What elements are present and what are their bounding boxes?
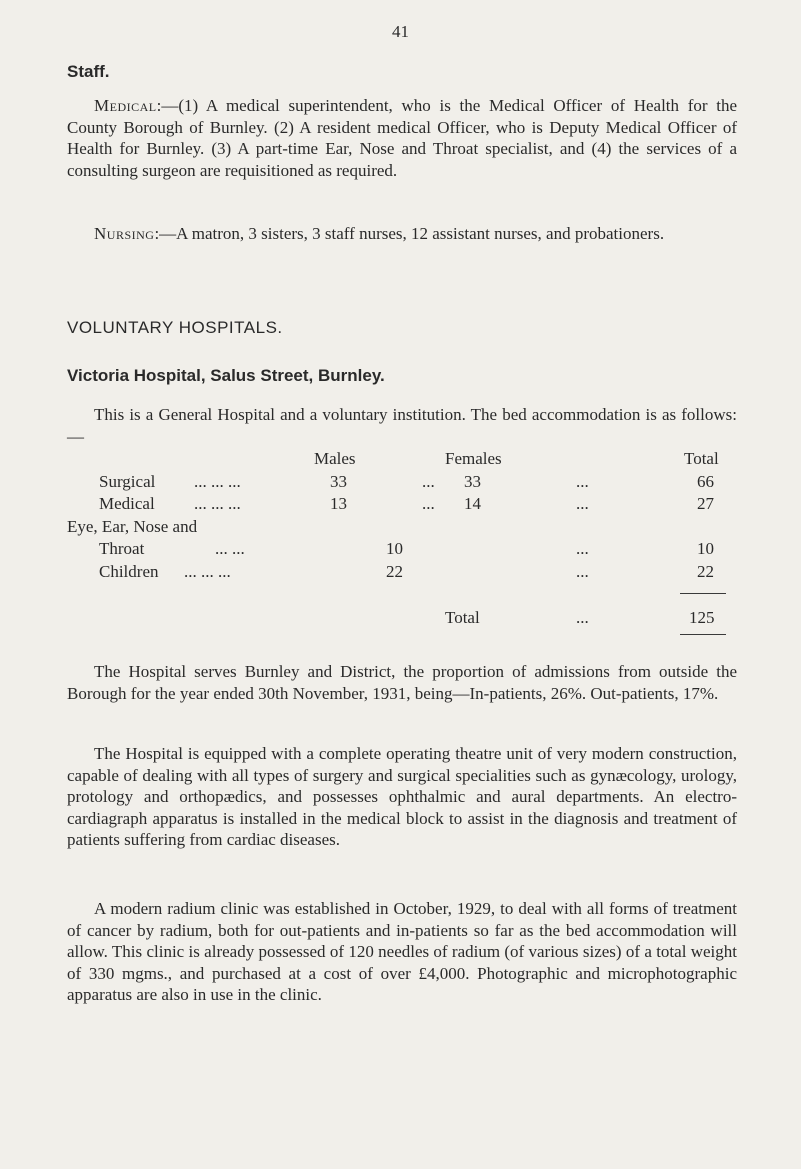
grand-total-value: 125: [689, 608, 715, 627]
page-number: 41: [392, 22, 409, 41]
voluntary-hospitals-heading: VOLUNTARY HOSPITALS.: [67, 318, 283, 337]
males-value: 13: [330, 494, 347, 513]
nursing-staff-paragraph: [67, 223, 737, 245]
row-leader-dots: ... ... ...: [184, 562, 231, 581]
row-separator: ...: [576, 472, 589, 491]
row-leader-dots: ... ... ...: [194, 494, 241, 513]
intro-paragraph: This is a General Hospital and a voluntary institution. The bed accommodation is as follows:—: [67, 405, 737, 446]
hospital-heading: Victoria Hospital, Salus Street, Burnley.: [67, 366, 385, 385]
row-separator: ...: [422, 472, 435, 491]
theatre-paragraph: The Hospital is equipped with a complete operating theatre unit of very modern construction, capable of dealing with all types of surgery and surgical specialities such as gynæcology, urology, protology and orthopædics, and possesses ophthalmic and aural departments. An electro-cardiagraph apparatus is installed in the medical block to assist in the diagnosis and treatment of patients suffering from cardiac diseases.: [67, 744, 737, 849]
total-rule-top: [680, 593, 726, 594]
females-value: 14: [464, 494, 481, 513]
row-label: Surgical: [99, 472, 156, 491]
males-value: 33: [330, 472, 347, 491]
grand-total-label: Total: [445, 608, 480, 627]
nursing-label: Nursing: [94, 224, 155, 243]
medical-text: :—(1) A medical superintendent, who is the Medical Officer of Health for the County Borough of Burnley. (2) A resident medical Officer, who is Deputy Medical Officer of Health for Burnley. (3) A part-time Ear, Nose and Throat specialist, and (4) the services of a consulting surgeon are requisitioned as required.: [67, 96, 737, 180]
header-males: Males: [314, 449, 356, 468]
district-paragraph: The Hospital serves Burnley and District, the proportion of admissions from outside the Borough for the year ended 30th November, 1931, being—In-patients, 26%. Out-patients, 17%.: [67, 662, 737, 703]
header-total: Total: [684, 449, 719, 468]
row-label: Children: [99, 562, 159, 581]
medical-label: Medical: [94, 96, 157, 115]
row-separator: ...: [576, 539, 589, 558]
total-value: 10: [697, 539, 714, 558]
total-value: 66: [697, 472, 714, 491]
row-separator: ...: [576, 494, 589, 513]
row-separator: ...: [422, 494, 435, 513]
radium-paragraph: A modern radium clinic was established in October, 1929, to deal with all forms of treatment of cancer by radium, both for out-patients and in-patients so far as the bed accommodation will allow. This clinic is already possessed of 120 needles of radium (of various sizes) of a total weight of 330 mgms., and purchased at a cost of over £4,000. Photographic and microphotographic apparatus are also in use in the clinic.: [67, 899, 737, 1004]
total-value: 22: [697, 562, 714, 581]
header-females: Females: [445, 449, 502, 468]
row-separator: ...: [576, 562, 589, 581]
combined-value: 22: [386, 562, 403, 581]
staff-heading: Staff.: [67, 62, 110, 81]
combined-value: 10: [386, 539, 403, 558]
medical-staff-paragraph: [67, 95, 737, 181]
females-value: 33: [464, 472, 481, 491]
row-label: Medical: [99, 494, 155, 513]
row-label: Throat: [99, 539, 145, 558]
total-rule-bottom: [680, 634, 726, 635]
row-label-line1: Eye, Ear, Nose and: [67, 517, 198, 536]
row-separator: ...: [576, 608, 589, 627]
row-leader-dots: ... ... ...: [194, 472, 241, 491]
nursing-text: :—A matron, 3 sisters, 3 staff nurses, 12 assistant nurses, and probationers.: [154, 224, 665, 243]
row-leader-dots: ... ...: [215, 539, 245, 558]
total-value: 27: [697, 494, 714, 513]
